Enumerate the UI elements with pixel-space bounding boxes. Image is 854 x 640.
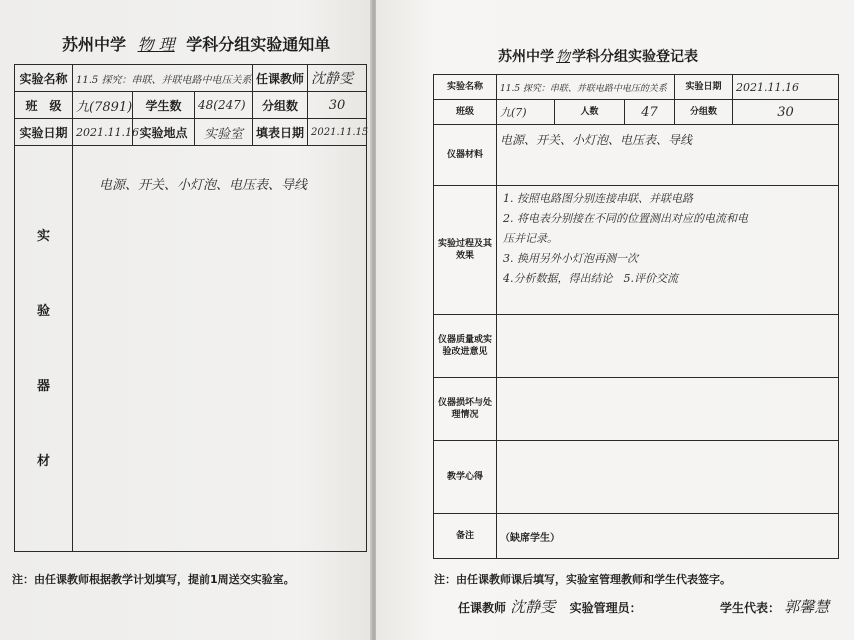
- label-date: 实验日期: [675, 75, 733, 100]
- register-footnote: 注：由任课教师课后填写，实验室管理教师和学生代表签字。: [434, 573, 731, 586]
- notice-page: [0, 0, 374, 640]
- experiment-name-field: 11.5 探究：串联、并联电路中电压关系: [73, 65, 253, 92]
- date-field: 2021.11.16: [733, 75, 839, 100]
- teacher-signature: 沈静雯: [510, 598, 556, 616]
- location-field: 实验室: [195, 119, 253, 146]
- label-students: 学生数: [133, 92, 195, 119]
- label-materials: 仪器材料: [434, 125, 497, 186]
- register-title: [498, 46, 698, 66]
- title-suffix: 学科分组实验通知单: [186, 35, 331, 54]
- equipment-char-2: 验: [36, 303, 50, 319]
- label-process: 实验过程及其效果: [434, 186, 497, 315]
- process-step: 3. 换用另外小灯泡再测一次: [503, 252, 638, 265]
- process-step: 2. 将电表分别接在不同的位置测出对应的电流和电: [503, 212, 748, 225]
- remark-field: （缺席学生）: [497, 514, 839, 559]
- register-table: [433, 74, 839, 559]
- label-teacher: 任课教师: [253, 65, 308, 92]
- title-subject: 物 理: [137, 35, 175, 54]
- label-class: 班 级: [15, 92, 73, 119]
- label-experiment-name: 实验名称: [434, 75, 497, 100]
- groups-field: 30: [733, 100, 839, 125]
- label-remark: 备注: [434, 514, 497, 559]
- signature-row: [458, 596, 829, 617]
- equipment-cell: [73, 146, 367, 552]
- label-damage: 仪器损坏与处理情况: [434, 378, 497, 441]
- class-field: 九(7891): [73, 92, 133, 119]
- label-experiment-name: 实验名称: [15, 65, 73, 92]
- students-field: 48(247): [195, 92, 253, 119]
- process-step: 4.分析数据，得出结论 5.评价交流: [503, 272, 678, 285]
- class-field: 九(7): [497, 100, 555, 125]
- experiment-name-field: 11.5 探究：串联、并联电路中电压的关系: [497, 75, 675, 100]
- label-date: 实验日期: [15, 119, 73, 146]
- count-field: 47: [625, 100, 675, 125]
- materials-field: 电源、开关、小灯泡、电压表、导线: [497, 125, 839, 186]
- label-location: 实验地点: [133, 119, 195, 146]
- groups-field: 30: [308, 92, 367, 119]
- label-reflection: 教学心得: [434, 441, 497, 514]
- label-quality: 仪器质量或实验改进意见: [434, 315, 497, 378]
- damage-field: [497, 378, 839, 441]
- label-groups: 分组数: [253, 92, 308, 119]
- label-count: 人数: [555, 100, 625, 125]
- teacher-signature: 沈静雯: [308, 65, 367, 92]
- equipment-char-4: 材: [36, 453, 50, 469]
- equipment-char-1: 实: [36, 228, 50, 244]
- equipment-list: 电源、开关、小灯泡、电压表、导线: [99, 178, 308, 193]
- process-step: 1. 按照电路图分别连接串联、并联电路: [503, 192, 693, 205]
- label-fill-date: 填表日期: [253, 119, 308, 146]
- register-page: [376, 0, 854, 640]
- student-signature: 郭馨慧: [784, 598, 830, 616]
- process-step: 压并记录。: [503, 232, 558, 245]
- teacher-sign-label: 任课教师: [458, 601, 507, 615]
- equipment-label: [15, 146, 73, 552]
- title-subject: 物: [556, 49, 570, 65]
- equipment-char-3: 器: [36, 378, 50, 394]
- label-groups: 分组数: [675, 100, 733, 125]
- label-class: 班级: [434, 100, 497, 125]
- notice-footnote: 注：由任课教师根据教学计划填写，提前1周送交实验室。: [12, 573, 295, 586]
- date-field: 2021.11.16: [73, 119, 133, 146]
- student-sign-label: 学生代表：: [719, 601, 780, 615]
- notice-title: [62, 32, 330, 55]
- reflection-field: [497, 441, 839, 514]
- quality-field: [497, 315, 839, 378]
- title-school: 苏州中学: [62, 35, 127, 54]
- title-school: 苏州中学: [498, 49, 554, 65]
- notice-table: [14, 64, 367, 552]
- fill-date-field: 2021.11.15: [308, 119, 367, 146]
- title-suffix: 学科分组实验登记表: [572, 49, 698, 65]
- admin-sign-label: 实验管理员：: [569, 601, 642, 615]
- process-field: [497, 186, 839, 315]
